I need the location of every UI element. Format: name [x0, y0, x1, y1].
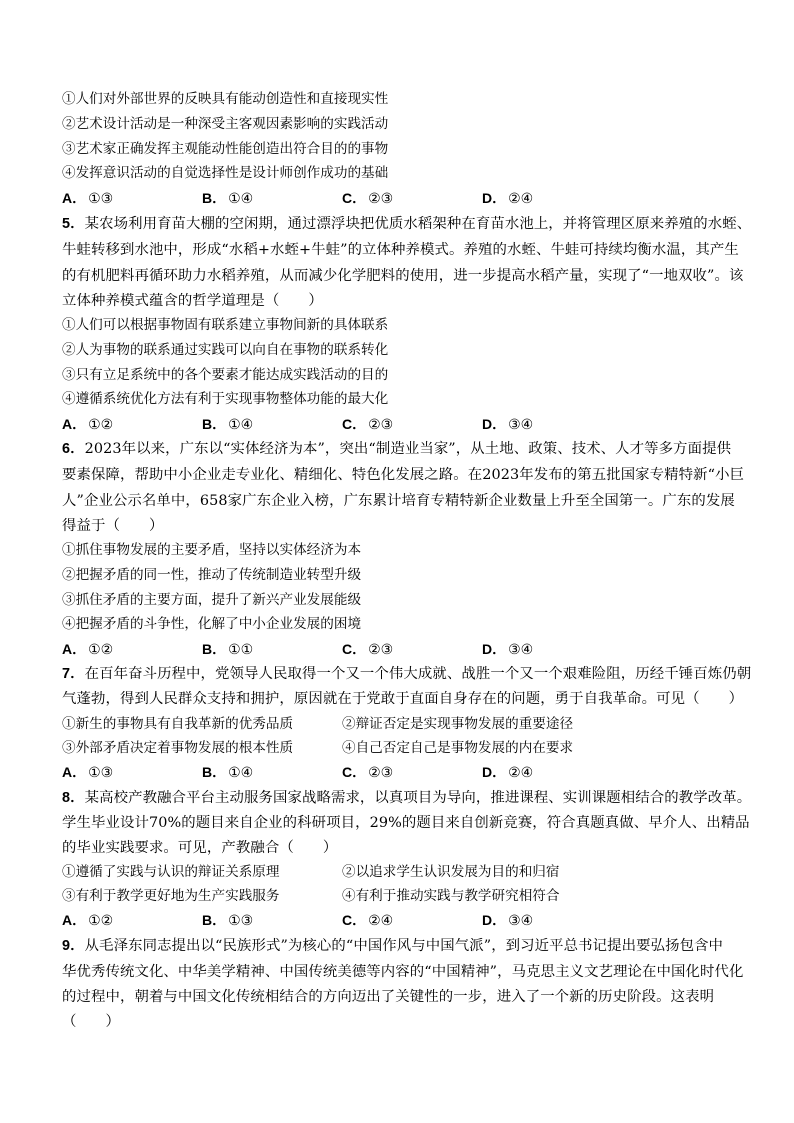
- q6-statement-2: ②把握矛盾的同一性，推动了传统制造业转型升级: [62, 567, 362, 583]
- q5-statement-4: ④遵循系统优化方法有利于实现事物整体功能的最大化: [62, 391, 389, 407]
- stem-text: 2023年以来，广东以“实体经济为本”，突出“制造业当家”，从土地、政策、技术、人才等多方面提供: [84, 441, 732, 457]
- option-letter: B．: [202, 190, 227, 206]
- option-text: ②③: [368, 642, 394, 658]
- question-number: 9．: [62, 938, 85, 954]
- q9-stem-line-3: 的过程中，朝着与中国文化传统相结合的方向迈出了关键性的一步，进入了一个新的历史阶段。这表明: [62, 989, 715, 1005]
- q8-option-c[interactable]: [342, 910, 393, 931]
- question-number: 8．: [62, 790, 85, 806]
- q8-statement-row-1: [62, 862, 742, 882]
- q7-statement-1: ①新生的事物具有自我革新的优秀品质: [62, 716, 294, 732]
- q8-option-b[interactable]: [202, 910, 253, 931]
- option-text: ③④: [508, 642, 534, 658]
- option-letter: D．: [482, 416, 507, 432]
- q6-statement-3: ③抓住矛盾的主要方面，提升了新兴产业发展能级: [62, 592, 362, 608]
- stem-text: 在百年奋斗历程中，党领导人民取得一个又一个伟大成就、战胜一个又一个艰难险阻，历经千锤百炼仍朝: [84, 666, 752, 682]
- q7-option-d[interactable]: [482, 762, 533, 783]
- question-number: 7．: [62, 666, 85, 682]
- q8-options: [62, 910, 742, 930]
- q6-stem-line-1: [62, 439, 731, 459]
- q5-statement-2: ②人为事物的联系通过实践可以向自在事物的联系转化: [62, 342, 389, 358]
- q6-stem-line-4: 得益于（ ）: [62, 518, 164, 534]
- q7-options: [62, 762, 742, 782]
- option-text: ①①: [228, 642, 254, 658]
- option-letter: A．: [62, 416, 87, 432]
- option-text: ①③: [228, 913, 254, 929]
- option-text: ②③: [368, 417, 394, 433]
- q6-option-d[interactable]: [482, 639, 533, 660]
- q6-statement-4: ④把握矛盾的斗争性，化解了中小企业发展的困境: [62, 616, 362, 632]
- q8-stem-line-2: 学生毕业设计70%的题目来自企业的科研项目，29%的题目来自创新竞赛，符合真题真做、早介人、出精品: [62, 815, 750, 831]
- q7-option-b[interactable]: [202, 762, 253, 783]
- q4-statement-2: ②艺术设计活动是一种深受主客观因素影响的实践活动: [62, 116, 389, 132]
- option-letter: B．: [202, 764, 227, 780]
- q5-stem-line-3: 的有机肥料再循环助力水稻养殖，从而减少化学肥料的使用，进一步提高水稻产量，实现了“一地双收”。该: [62, 268, 744, 284]
- option-text: ①④: [228, 417, 254, 433]
- option-letter: C．: [342, 190, 367, 206]
- option-text: ①④: [228, 191, 254, 207]
- q8-stem-line-3: 的毕业实践要求。可见，产教融合（ ）: [62, 840, 338, 856]
- q8-stem-line-1: [62, 788, 751, 808]
- option-text: ③④: [508, 913, 534, 929]
- q7-option-c[interactable]: [342, 762, 393, 783]
- q5-option-c[interactable]: [342, 414, 393, 435]
- q8-statement-4: ④有利于推动实践与教学研究相符合: [342, 888, 560, 904]
- option-letter: D．: [482, 641, 507, 657]
- option-text: ①③: [88, 191, 114, 207]
- q4-statement-3: ③艺术家正确发挥主观能动性能创造出符合目的的事物: [62, 141, 389, 157]
- option-text: ①②: [88, 913, 114, 929]
- question-number: 6．: [62, 441, 85, 457]
- q7-option-a[interactable]: [62, 762, 113, 783]
- option-letter: D．: [482, 190, 507, 206]
- q6-option-a[interactable]: [62, 639, 113, 660]
- q6-option-b[interactable]: [202, 639, 253, 660]
- option-letter: B．: [202, 641, 227, 657]
- q7-statement-row-2: [62, 738, 742, 758]
- stem-text: 某农场利用育苗大棚的空闲期，通过漂浮块把优质水稻架种在育苗水池上，并将管理区原来养殖的水蛭、: [84, 216, 752, 232]
- q6-statement-1: ①抓住事物发展的主要矛盾，坚持以实体经济为本: [62, 542, 362, 558]
- q4-option-a[interactable]: [62, 188, 113, 209]
- q4-statement-1: ①人们对外部世界的反映具有能动创造性和直接现实性: [62, 91, 389, 107]
- option-letter: A．: [62, 641, 87, 657]
- option-text: ②④: [508, 191, 534, 207]
- q7-stem-line-1: [62, 664, 751, 684]
- option-text: ②③: [368, 191, 394, 207]
- q9-stem-line-1: [62, 936, 723, 956]
- option-letter: C．: [342, 416, 367, 432]
- option-letter: A．: [62, 190, 87, 206]
- option-text: ②③: [368, 765, 394, 781]
- option-letter: C．: [342, 641, 367, 657]
- q4-statement-4: ④发挥意识活动的自觉选择性是设计师创作成功的基础: [62, 165, 389, 181]
- q6-stem-line-2: 要素保障，帮助中小企业走专业化、精细化、特色化发展之路。在2023年发布的第五批国家专精特新“小巨: [62, 467, 745, 483]
- option-letter: B．: [202, 416, 227, 432]
- q8-statement-2: ②以追求学生认识发展为目的和归宿: [342, 864, 560, 880]
- q4-options: [62, 188, 742, 208]
- q5-statement-1: ①人们可以根据事物固有联系建立事物间新的具体联系: [62, 317, 389, 333]
- option-letter: D．: [482, 764, 507, 780]
- q8-statement-3: ③有利于教学更好地为生产实践服务: [62, 888, 280, 904]
- option-text: ②④: [508, 765, 534, 781]
- stem-text: 某高校产教融合平台主动服务国家战略需求，以真项目为导向，推进课程、实训课题相结合的教学改革。: [84, 790, 752, 806]
- q7-stem-line-2: 气蓬勃，得到人民群众支持和拥护，原因就在于党敢于直面自身存在的问题，勇于自我革命。可见（ ）: [62, 691, 744, 707]
- q4-option-d[interactable]: [482, 188, 533, 209]
- q8-option-a[interactable]: [62, 910, 113, 931]
- q8-statement-1: ①遵循了实践与认识的辩证关系原理: [62, 864, 280, 880]
- option-text: ①④: [228, 765, 254, 781]
- question-number: 5．: [62, 216, 85, 232]
- q9-stem-line-2: 华优秀传统文化、中华美学精神、中国传统美德等内容的“中国精神”，马克思主义文艺理论在中国化时代化: [62, 964, 744, 980]
- option-letter: C．: [342, 912, 367, 928]
- q9-stem-line-4: （ ）: [62, 1014, 120, 1030]
- q4-option-b[interactable]: [202, 188, 253, 209]
- q6-stem-line-3: 人”企业公示名单中，658家广东企业入榜，广东累计培育专精特新企业数量上升至全国第一。广东的发展: [62, 493, 735, 509]
- q5-option-b[interactable]: [202, 414, 253, 435]
- option-text: ②④: [368, 913, 394, 929]
- q6-option-c[interactable]: [342, 639, 393, 660]
- q5-options: [62, 414, 742, 434]
- q8-statement-row-2: [62, 886, 742, 906]
- option-letter: A．: [62, 912, 87, 928]
- option-text: ①②: [88, 642, 114, 658]
- q5-stem-line-4: 立体种养模式蕴含的哲学道理是（ ）: [62, 293, 323, 309]
- q8-option-d[interactable]: [482, 910, 533, 931]
- stem-text: 从毛泽东同志提出以“民族形式”为核心的“中国作风与中国气派”，到习近平总书记提出要弘扬包含中: [84, 938, 724, 954]
- option-text: ①②: [88, 417, 114, 433]
- q5-stem-line-1: [62, 214, 751, 234]
- option-letter: C．: [342, 764, 367, 780]
- q5-stem-line-2: 牛蛙转移到水池中，形成“水稻+水蛭+牛蛙”的立体种养模式。养殖的水蛭、牛蛙可持续均衡水温，其产生: [62, 242, 739, 258]
- q4-option-c[interactable]: [342, 188, 393, 209]
- option-letter: B．: [202, 912, 227, 928]
- q7-statement-3: ③外部矛盾决定着事物发展的根本性质: [62, 740, 294, 756]
- q7-statement-4: ④自己否定自己是事物发展的内在要求: [342, 740, 574, 756]
- q5-option-d[interactable]: [482, 414, 533, 435]
- q5-option-a[interactable]: [62, 414, 113, 435]
- q5-statement-3: ③只有立足系统中的各个要素才能达成实践活动的目的: [62, 367, 389, 383]
- q6-options: [62, 639, 742, 659]
- option-letter: D．: [482, 912, 507, 928]
- q7-statement-2: ②辩证否定是实现事物发展的重要途径: [342, 716, 574, 732]
- option-text: ③④: [508, 417, 534, 433]
- option-text: ①③: [88, 765, 114, 781]
- q7-statement-row-1: [62, 714, 742, 734]
- option-letter: A．: [62, 764, 87, 780]
